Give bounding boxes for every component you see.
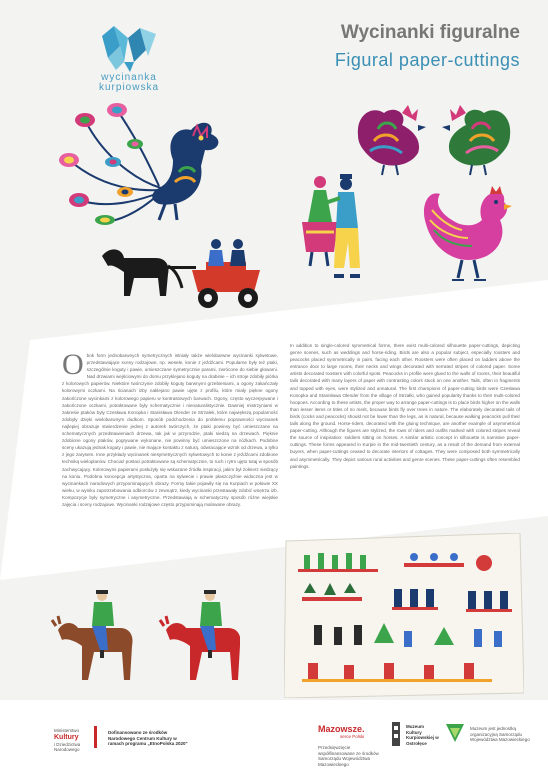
body-text-en: In addition to single-colored symmetrical forms, there exist multi-colored silhouette paper-cuttings, depicting genre scenes, such as weddings and horse-riding. Birds are also a popular subject, especially roosters and peacocks placed symmetrically in pairs, facing each other. Roosters were often placed on ladders above the entrance door to large rooms, their necks and wings decorated with serrated stripes of colored paper. Some artists decorated roosters with colorful spots. Peacocks in profile were glued to the walls of rooms, their beautiful tails decorated with many layers of paper with contrasting colors stuck on one another. Tails, often in fragments and topped with eyes, were stylized and unnatural. The first champions of paper-cutting birds were Czesława Konopka and Stanisława Olender from the village of Strzałki, who gained popularity thanks to their multi-colored hoopoes. According to these artists, the proper way to arrange paper-cuttings is to place birds higher on the walls than lesser items or titles of no merit, because birds fly over trees in nature. The elaborately decorated tails of birds (cocks and peacocks) should not be lower than the legs, as is natural, because walking peacocks pull their tails along the ground. Horse-riders, decorated with the gluing technique, are another example of asymmetrical paper-cutting. Although the figures are stylized, the rows of riders and outfits marked with colored stripes reveal the source of inspiration: soldiers sitting on horses. A similar artistic concept in silhouette is narrative paper-cuttings. These forms appeared in Kurpie in the mid-twentieth century, as a result of the demand from external buyers, when paper-cuttings ceased to decorate interiors of cottages. They were composed both symmetrically and asymmetrically. They depict various rural activities and genre scenes. These paper-cuttings often resembled paintings. [290, 343, 520, 469]
dropcap: O [62, 348, 84, 381]
mazowsze-logo: Mazowsze. [318, 724, 365, 734]
horse-riders-papercut-icon [50, 590, 240, 695]
mazowsze-text: Przedsięwzięcie współfinansowane ze środków Samorządu Województwa Mazowieckiego [318, 745, 379, 767]
logo-text: wycinanka kurpiowska [98, 72, 160, 93]
page-title-pl: Wycinanki figuralne [340, 22, 520, 43]
body-text-pl: Obok form jednobarwnych symetrycznych istniały także wielobarwne wycinanki sylwetowe, przedstawiające sceny rodzajowe, np. wesele, konie z jeźdźcami. Popularne były też ptaki, szczególnie koguty i pawie, umieszczane symetrycznie parami, zwrócone do siebie głowami. Nad drzwiami wejściowymi do domu przyklejano koguty na drabinie – ich stroje zdobiły piórka z kolorowych papierów. Niektóre twórczynie zdobiły koguty barwnymi grzebieniami, a ogony zakańczały kolorowymi oczkami. Na ścianach izby naklejano pawie ujęte z profilu, które miały piękne ogony zakończone wycinkami z kolorowego papieru w kontrastowych barwach. Ogony, często wyczerpywane i zakończone oczkami, potraktowane były schematycznie i nienaturalistycznie. Dawniej mistrzyniami w zakresie ptaków były Czesława Konopka i Stanisława Olender ze Strzałek, które największą popularność zdobyły dzięki wielobarwnym dudkom. Sposób podchodzenia do problemu poprawności wycinanek najlepiej obrazuje stwierdzenie jednej z autorek twórczych, że ptaki powinny być umieszczane na schematycznych przedstawieniach drzewa, tak jak w przyrodzie, ptaki siedzą na drzewach. Pięknie zdobione ogony ptaków, pogrywane wykonane, nie powinny być umieszczone na nóżkach. Podobne sceny ukazują jednak koguty i pawie, nie mające kontaktu z naturą, odwracające wzrok od drzewa, a tylko z jego zarysem. Inne przykłady wycinanek niesymetrycznych sylwetowych to konie z jeźdźcami zdobione techniką wieloplanów. Chociaż postaci potraktowane są schematycznie, to ruch i rytm ujęto tutaj w sposób zachwycający. Kolorowymi papierami posłużyły się wskazane źródła inspiracji, jakim był żołnierz siedzący na koniu. Podobna koncepcja artystyczna, oparta na sylwecie i prawie płaszczyźnie widoczna jest w wycinankach narodowych przypominających obrazy. Formy takie pojawiły się na Kurpiach w połowie XX wieku, w wyniku zapotrzebowania odbiorców z zewnątrz, kiedy wycinanki przestawały zdobić wnętrza izb. Kompozycje były symetryczne i asymetryczne. Przedstawiają w schematyczny sposób różne wiejskie zajęcia i sceny rodzajowe. Wycinanki rodzajowe często przypominają malowane obrazy. [62, 348, 278, 507]
dancing-couple-papercut-icon [288, 172, 378, 280]
ministry-logo: Ministerstwo Kultury i Dziedzictwa Narodowego [54, 728, 81, 752]
mazowsze-sub: serce Polski [340, 734, 365, 739]
museum-logo-icon [390, 722, 402, 746]
region-logo-icon [444, 722, 466, 744]
ministry-logo-bar [94, 726, 97, 748]
museum-footer-text: Muzeum jest jednostką organizacyjną Samorządu Województwa Mazowieckiego [470, 726, 530, 742]
museum-text: Muzeum Kultury Kurpiowskiej w Ostrołęce [406, 724, 439, 746]
narrative-papercut-picture [284, 533, 524, 698]
rooster-papercut-icon [412, 180, 522, 284]
page-title-en: Figural paper-cuttings [334, 50, 520, 70]
facing-birds-papercut-icon [348, 95, 520, 177]
peacock-papercut-icon [55, 100, 230, 225]
program-text: Dofinansowano ze środków Narodowego Centrum Kultury w ramach programu „EtnoPolska 2020" [108, 730, 188, 746]
